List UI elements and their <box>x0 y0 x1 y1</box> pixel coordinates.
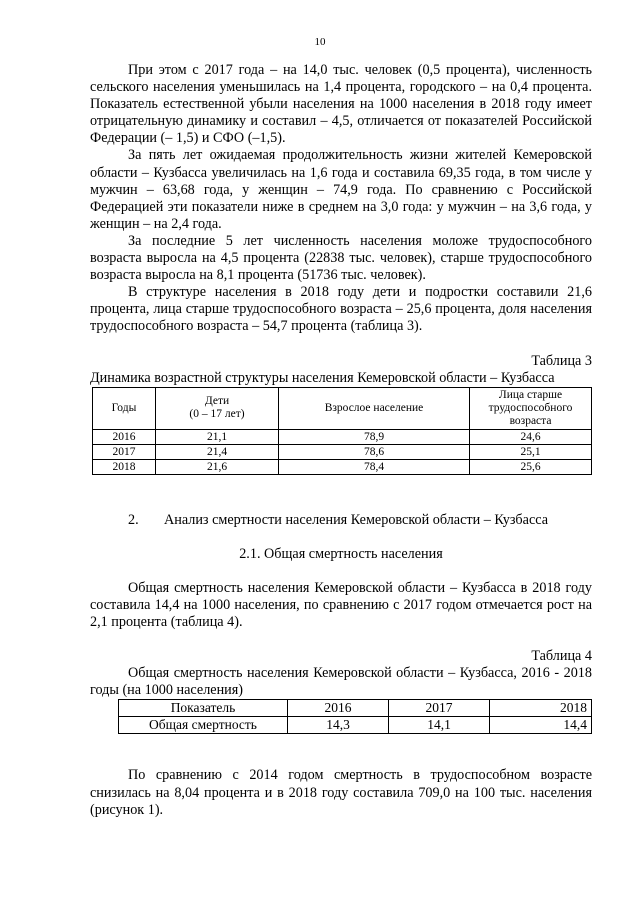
page-content <box>90 62 592 819</box>
paragraph-total-mortality: Общая смертность населения Кемеровской области – Кузбасса в 2018 году составила 14,4 на 1000 населения, по сравнению с 2017 годом отмечается рост на 2,1 процента (таблица 4). <box>90 579 592 631</box>
table3-title: Динамика возрастной структуры населения Кемеровской области – Кузбасса <box>90 369 555 386</box>
section2-title: Анализ смертности населения Кемеровской области – Кузбасса <box>164 511 549 528</box>
table3-cell-year: 2017 <box>93 444 156 459</box>
table4-header-2016: 2016 <box>288 700 389 717</box>
table3-header-adults: Взрослое население <box>279 387 470 429</box>
table4-cell-indicator: Общая смертность <box>119 717 288 734</box>
table4-cell-2016: 14,3 <box>288 717 389 734</box>
paragraph-age-groups: За последние 5 лет численность населения моложе трудоспособного возраста выросла на 4,5 процента (22838 тыс. человек), старше трудоспособного возраста выросла на 8,1 процента (51736 тыс. человек). <box>90 232 592 284</box>
table4-title: Общая смертность населения Кемеровской области – Кузбасса, 2016 - 2018 годы (на 1000 населения) <box>90 665 592 699</box>
table3-header-years: Годы <box>93 387 156 429</box>
table4-header-row <box>119 700 592 717</box>
paragraph-working-age-mortality: По сравнению с 2014 годом смертность в трудоспособном возрасте снизилась на 8,04 процента и в 2018 году составила 709,0 на 100 тыс. населения (рисунок 1). <box>90 767 592 818</box>
section2-heading <box>90 512 592 529</box>
table3-cell-adults: 78,9 <box>279 429 470 444</box>
table3-cell-children: 21,4 <box>156 444 279 459</box>
paragraph-population-structure: В структуре населения в 2018 году дети и подростки составили 21,6 процента, лица старше трудоспособного возраста – 25,6 процента, доля населения трудоспособного возраста – 54,7 процента (таблица 3). <box>90 284 592 335</box>
table3-row <box>93 429 592 444</box>
table3-cell-children: 21,1 <box>156 429 279 444</box>
table3-cell-adults: 78,4 <box>279 459 470 474</box>
table4-label: Таблица 4 <box>531 648 592 665</box>
table3-cell-elder: 24,6 <box>470 429 592 444</box>
table3-age-structure <box>92 387 592 475</box>
table3-label: Таблица 3 <box>531 352 592 369</box>
table4-header-2018: 2018 <box>490 700 592 717</box>
page-number: 10 <box>314 36 326 48</box>
paragraph-mortality-decline: При этом с 2017 года – на 14,0 тыс. человек (0,5 процента), численность сельского населения уменьшилась на 1,4 процента, городского – на 0,4 процента. Показатель естественной убыли населения на 1000 населения в 2018 году имеет отрицательную динамику и составил – 4,5, отличается от показателей Российской Федерации (– 1,5) и СФО (–1,5). <box>90 62 592 147</box>
section2-number: 2. <box>128 511 139 528</box>
table3-header-row <box>93 387 592 429</box>
table3-cell-year: 2018 <box>93 459 156 474</box>
table4-total-mortality <box>118 699 592 734</box>
table3-cell-children: 21,6 <box>156 459 279 474</box>
paragraph-life-expectancy: За пять лет ожидаемая продолжительность жизни жителей Кемеровской области – Кузбасса увеличилась на 1,6 года и составила 69,35 года, в том числе у мужчин – 63,68 года, у женщин – 74,9 года. По сравнению с Российской Федерацией эти показатели ниже в среднем на 3,0 года: у мужчин – на 3,6 года, у женщин – на 2,4 года. <box>90 147 592 232</box>
table3-header-children: Дети (0 – 17 лет) <box>156 387 279 429</box>
table3-row <box>93 459 592 474</box>
table3-cell-elder: 25,1 <box>470 444 592 459</box>
table3-row <box>93 444 592 459</box>
table3-header-elder: Лица старше трудоспособного возраста <box>470 387 592 429</box>
section21-heading: 2.1. Общая смертность населения <box>239 545 443 562</box>
table3-cell-elder: 25,6 <box>470 459 592 474</box>
table4-row <box>119 717 592 734</box>
table4-header-indicator: Показатель <box>119 700 288 717</box>
table3-cell-adults: 78,6 <box>279 444 470 459</box>
table3-cell-year: 2016 <box>93 429 156 444</box>
table4-cell-2018: 14,4 <box>490 717 592 734</box>
table4-header-2017: 2017 <box>389 700 490 717</box>
table4-cell-2017: 14,1 <box>389 717 490 734</box>
